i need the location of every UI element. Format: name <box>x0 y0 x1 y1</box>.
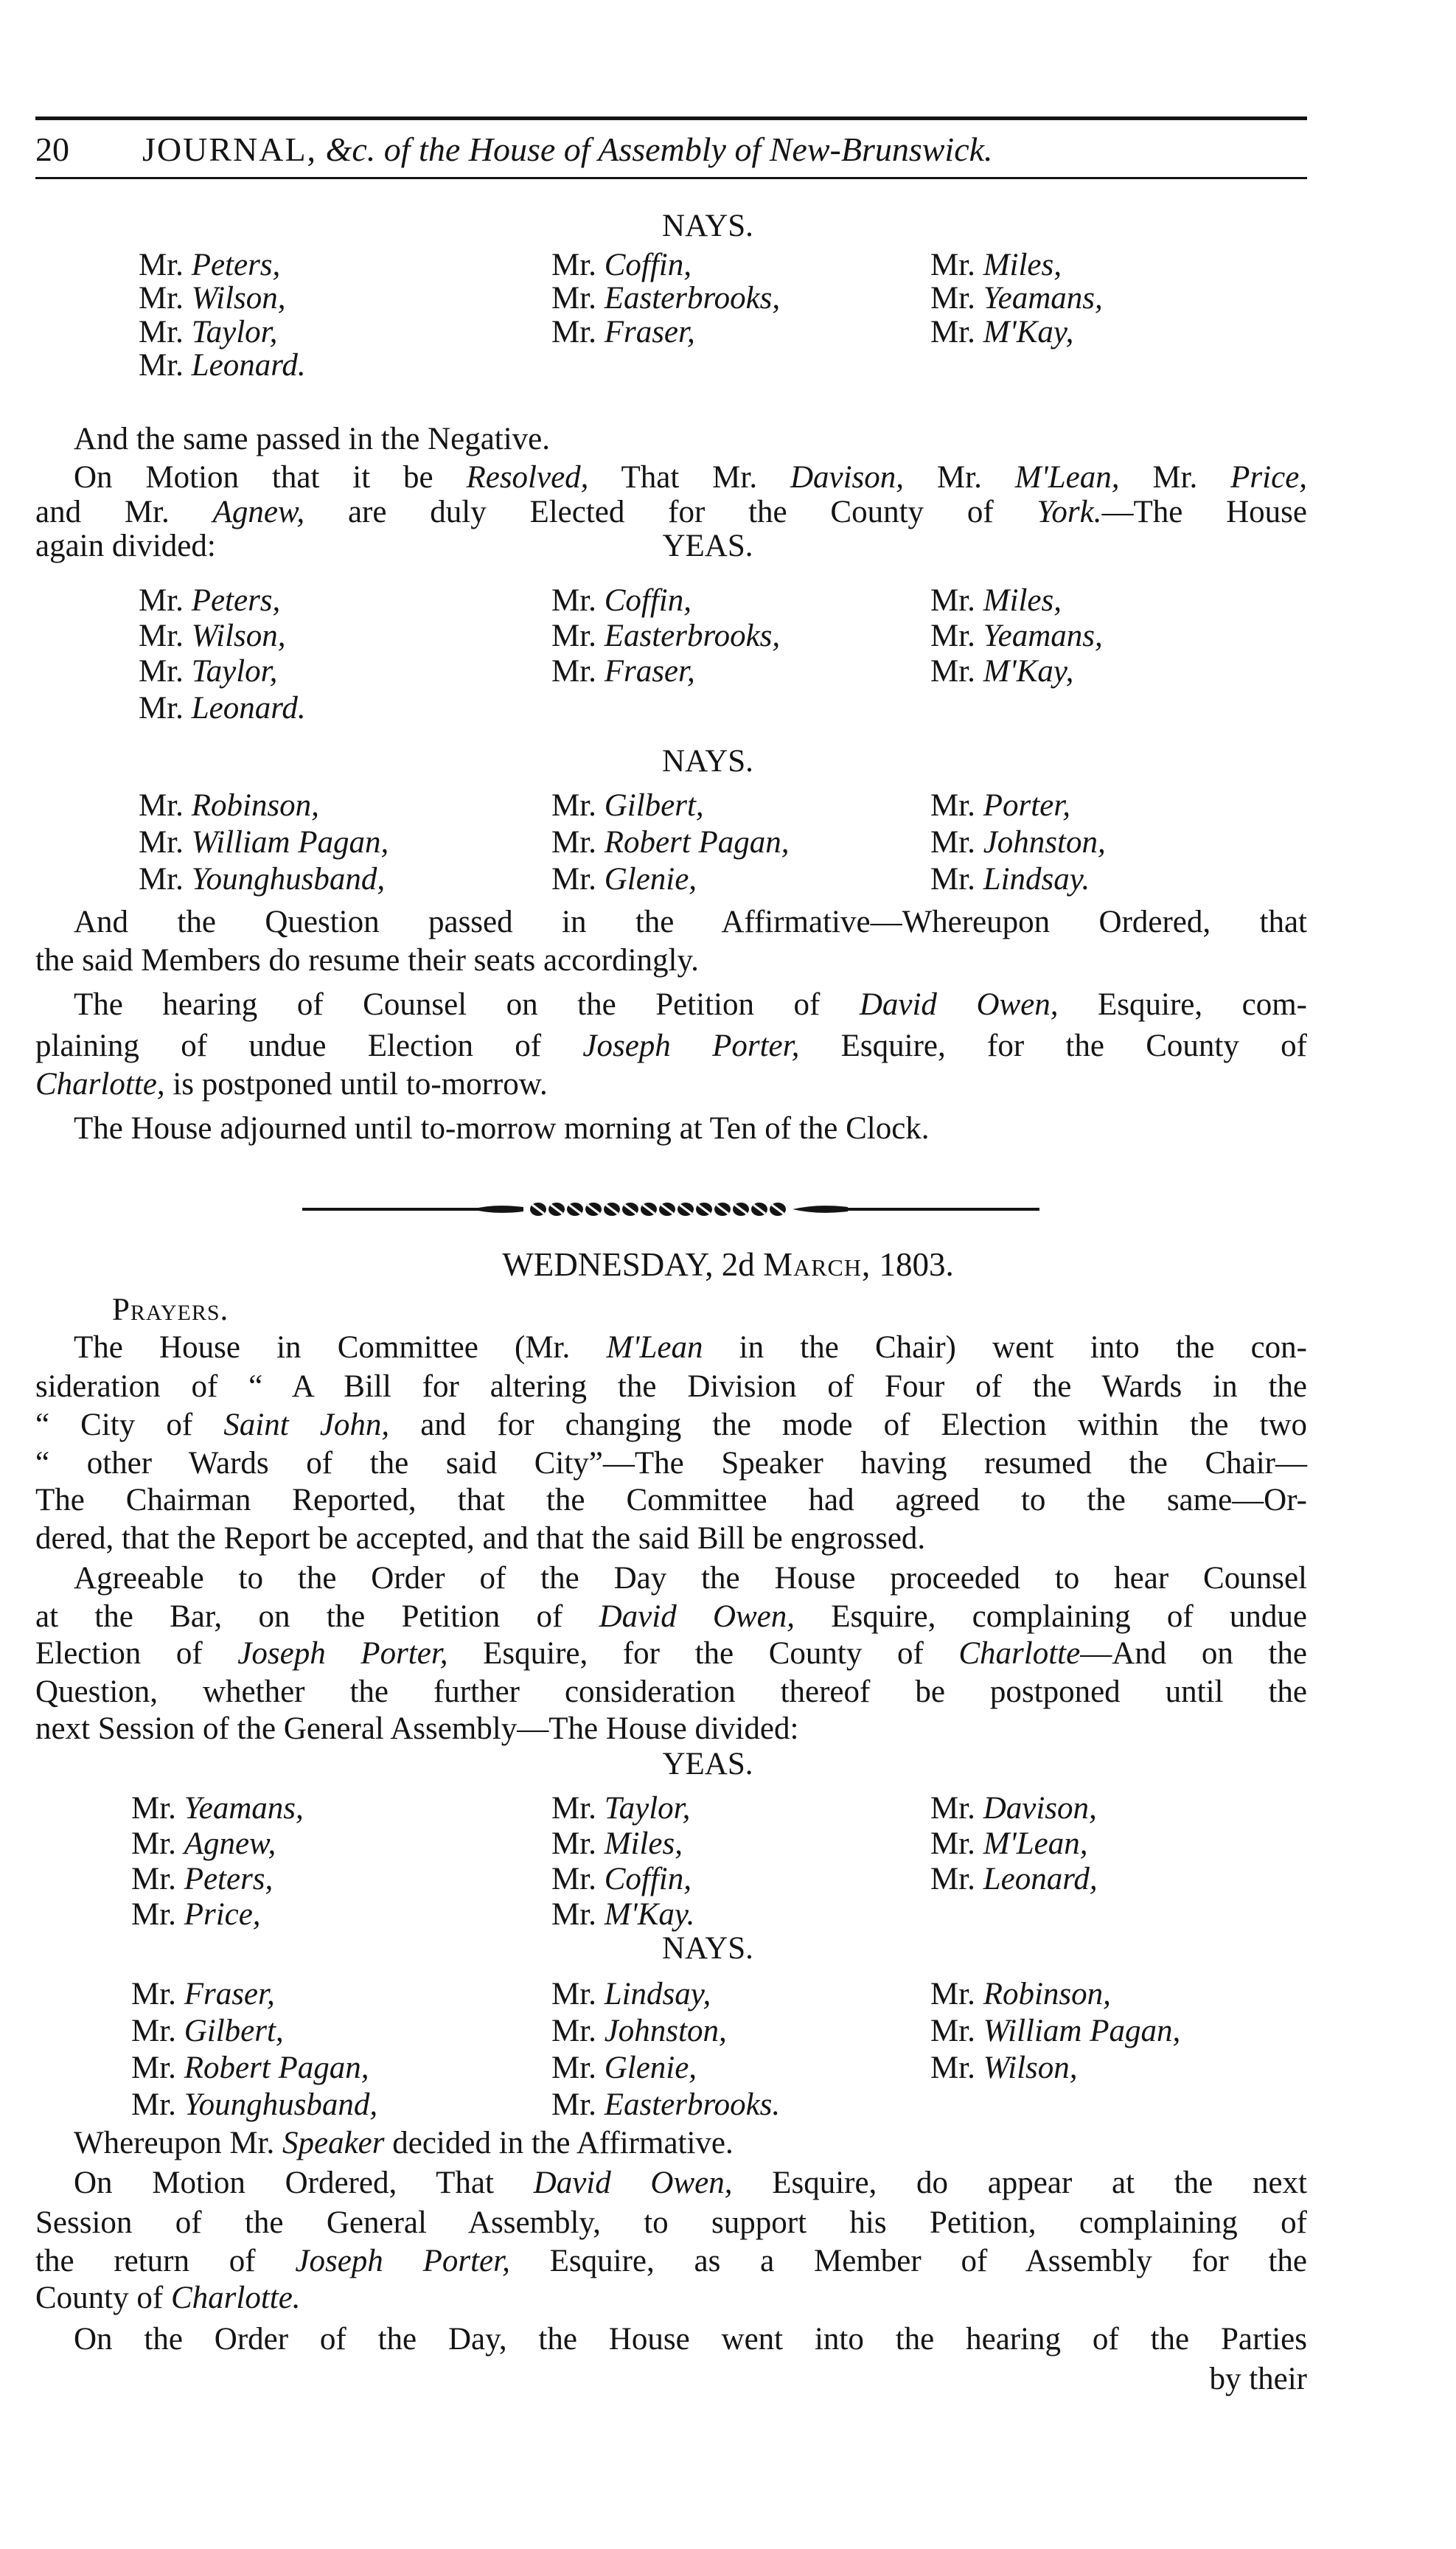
member: Mr. Miles, <box>551 1826 683 1861</box>
member: Mr. Peters, <box>131 1862 274 1896</box>
member: Mr. Wilson, <box>139 281 286 316</box>
member: Mr. M'Lean, <box>930 1826 1088 1861</box>
member: Mr. Yeamans, <box>930 281 1103 316</box>
member: Mr. Price, <box>131 1897 261 1932</box>
committee-line6: dered, that the Report be accepted, and that the said Bill be engrossed. <box>35 1521 926 1556</box>
running-header <box>35 124 1307 175</box>
agreeable-line3: Election of Joseph Porter, Esquire, for the County of Charlotte—And on the <box>35 1636 1307 1671</box>
member: Mr. Glenie, <box>551 2051 697 2085</box>
member: Mr. Johnston, <box>930 825 1106 860</box>
member: Mr. Robinson, <box>930 1977 1111 2011</box>
member: Mr. Gilbert, <box>131 2014 284 2048</box>
member: Mr. Easterbrooks, <box>551 619 781 653</box>
member: Mr. Lindsay. <box>930 862 1090 897</box>
member: Mr. Robert Pagan, <box>551 825 790 860</box>
para-negative: And the same passed in the Negative. <box>74 422 551 456</box>
agreeable-line1: Agreeable to the Order of the Day the House proceeded to hear Counsel <box>74 1561 1307 1596</box>
member: Mr. Robinson, <box>139 788 319 823</box>
member: Mr. Younghusband, <box>131 2087 378 2122</box>
ordered-line3: the return of Joseph Porter, Esquire, as a Member of Assembly for the <box>35 2244 1307 2278</box>
adjourned: The House adjourned until to-morrow morning at Ten of the Clock. <box>74 1111 930 1146</box>
member: Mr. Glenie, <box>551 862 697 897</box>
committee-line2: sideration of “ A Bill for altering the Division of Four of the Wards in the <box>35 1369 1307 1404</box>
affirm-line1: And the Question passed in the Affirmative—Whereupon Ordered, that <box>74 905 1307 939</box>
catchword: by their <box>1209 2362 1307 2396</box>
committee-line4: “ other Wards of the said City”—The Speaker having resumed the Chair— <box>35 1446 1307 1481</box>
member: Mr. Johnston, <box>551 2014 727 2048</box>
header-bottom-rule <box>35 177 1307 179</box>
motion-line3: again divided: <box>35 529 216 563</box>
member: Mr. William Pagan, <box>930 2014 1181 2048</box>
member: Mr. Coffin, <box>551 248 692 282</box>
committee-line1: The House in Committee (Mr. M'Lean in the Chair) went into the con- <box>74 1330 1307 1365</box>
page-number: 20 <box>35 131 69 168</box>
speaker-decided: Whereupon Mr. Speaker decided in the Affirmative. <box>74 2126 734 2160</box>
vote2-nays-heading: NAYS. <box>662 744 753 779</box>
member: Mr. Gilbert, <box>551 788 704 823</box>
committee-line5: The Chairman Reported, that the Committee had agreed to the same—Or- <box>35 1483 1307 1517</box>
member: Mr. Wilson, <box>930 2051 1078 2085</box>
member: Mr. Agnew, <box>131 1826 276 1861</box>
member: Mr. Peters, <box>139 583 281 618</box>
member: Mr. Yeamans, <box>930 619 1103 653</box>
ordered-line1: On Motion Ordered, That David Owen, Esquire, do appear at the next <box>74 2166 1307 2200</box>
member: Mr. Taylor, <box>139 654 278 689</box>
member: Mr. Younghusband, <box>139 862 386 897</box>
motion-line2: and Mr. Agnew, are duly Elected for the County of York.—The House <box>35 495 1307 529</box>
member: Mr. M'Kay. <box>551 1897 695 1932</box>
member: Mr. Peters, <box>139 248 281 282</box>
vote3-yeas-heading: YEAS. <box>662 1747 753 1781</box>
counsel-line2: plaining of undue Election of Joseph Porter, Esquire, for the County of <box>35 1029 1307 1063</box>
member: Mr. M'Kay, <box>930 654 1074 689</box>
motion-line1: On Motion that it be Resolved, That Mr. Davison, Mr. M'Lean, Mr. Price, <box>74 460 1308 495</box>
header-title-journal: JOURNAL, <box>142 131 318 168</box>
member: Mr. Taylor, <box>551 1791 691 1826</box>
counsel-line1: The hearing of Counsel on the Petition of David Owen, Esquire, com- <box>74 987 1308 1022</box>
member: Mr. Wilson, <box>139 619 286 653</box>
member: Mr. Miles, <box>930 583 1062 618</box>
member: Mr. Coffin, <box>551 583 692 618</box>
header-top-rule <box>35 117 1307 120</box>
agreeable-line5: next Session of the General Assembly—The House divided: <box>35 1711 799 1746</box>
vote1-heading: NAYS. <box>662 209 753 243</box>
member: Mr. Davison, <box>930 1791 1097 1826</box>
member: Mr. Leonard, <box>930 1862 1098 1896</box>
member: Mr. Easterbrooks. <box>551 2087 781 2122</box>
ordered-line2: Session of the General Assembly, to support his Petition, complaining of <box>35 2205 1307 2240</box>
member: Mr. Robert Pagan, <box>131 2051 369 2085</box>
member: Mr. Leonard. <box>139 348 306 383</box>
ornamental-rule <box>302 1194 1039 1224</box>
member: Mr. Easterbrooks, <box>551 281 781 316</box>
agreeable-line2: at the Bar, on the Petition of David Owen, Esquire, complaining of undue <box>35 1599 1308 1634</box>
affirm-line2: the said Members do resume their seats accordingly. <box>35 943 699 978</box>
member: Mr. Fraser, <box>131 1977 275 2011</box>
member: Mr. William Pagan, <box>139 825 389 860</box>
prayers: Prayers. <box>112 1293 229 1327</box>
member: Mr. Porter, <box>930 788 1070 823</box>
ordered-line4: County of Charlotte. <box>35 2281 301 2315</box>
vote3-nays-heading: NAYS. <box>662 1931 753 1966</box>
member: Mr. Yeamans, <box>131 1791 304 1826</box>
member: Mr. Miles, <box>930 248 1062 282</box>
member: Mr. Fraser, <box>551 315 695 350</box>
agreeable-line4: Question, whether the further consideration thereof be postponed until the <box>35 1675 1307 1709</box>
member: Mr. Taylor, <box>139 315 278 350</box>
order-day-line1: On the Order of the Day, the House went into the hearing of the Parties <box>74 2322 1307 2357</box>
member: Mr. Coffin, <box>551 1862 692 1896</box>
member: Mr. Fraser, <box>551 654 695 689</box>
committee-line3: “ City of Saint John, and for changing the mode of Election within the two <box>35 1408 1307 1442</box>
member: Mr. M'Kay, <box>930 315 1074 350</box>
member: Mr. Lindsay, <box>551 1977 711 2011</box>
vote2-yeas-heading: YEAS. <box>662 529 753 563</box>
header-title-rest: &c. of the House of Assembly of New-Brunswick. <box>325 131 993 168</box>
counsel-line3: Charlotte, is postponed until to-morrow. <box>35 1067 548 1102</box>
member: Mr. Leonard. <box>139 691 306 726</box>
day-heading: WEDNESDAY, 2d March, 1803. <box>502 1246 954 1283</box>
